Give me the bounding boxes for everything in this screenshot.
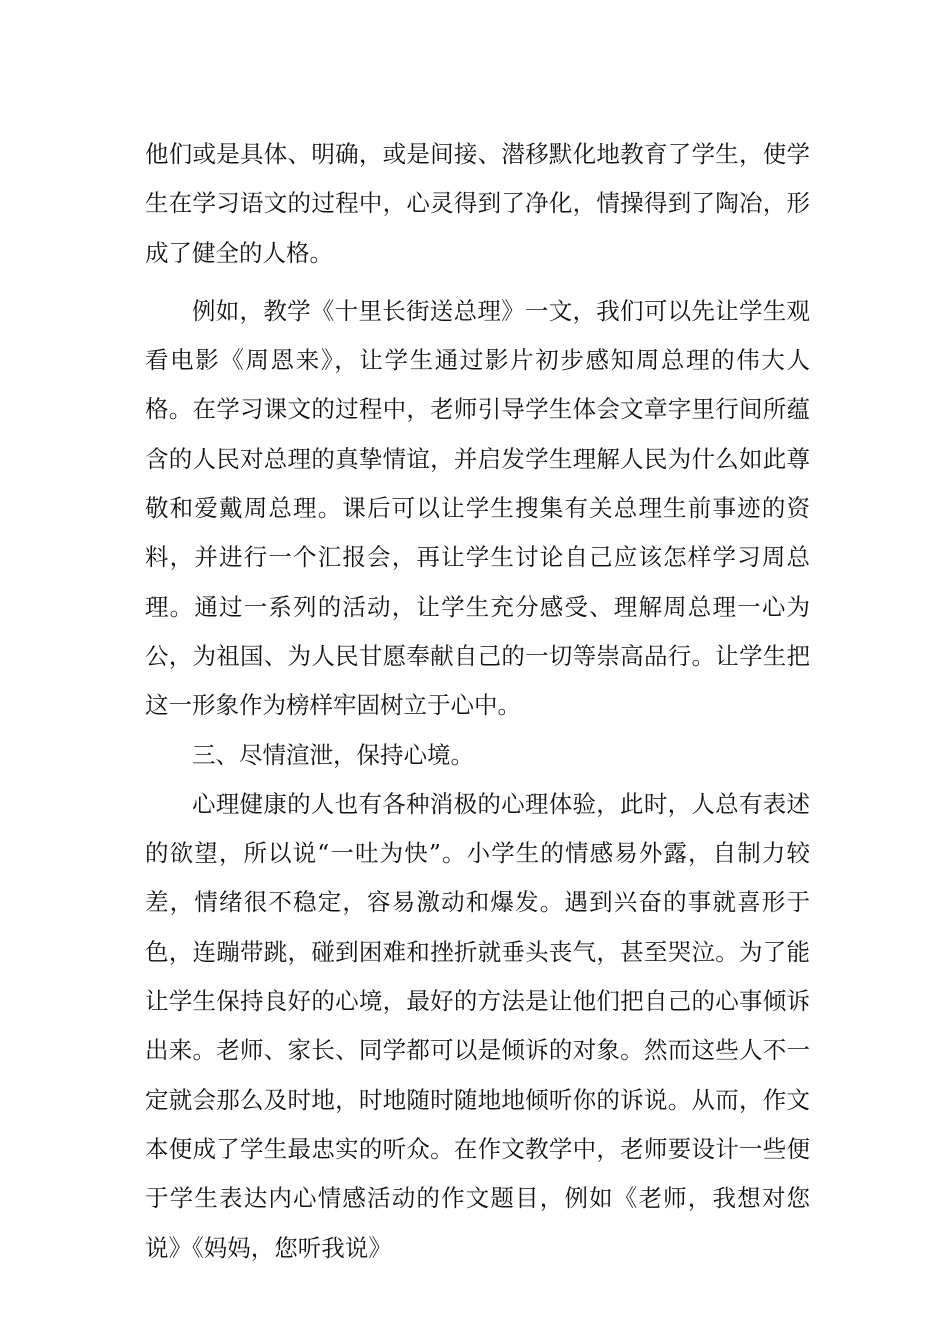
section-heading: 三、尽情渲泄，保持心境。 [192, 740, 474, 769]
paragraph-continuation: 他们或是具体、明确，或是间接、潜移默化地教育了学生，使学生在学习语文的过程中，心灵得到了净化，情操得到了陶冶，形成了健全的人格。 [145, 140, 810, 267]
document-body [145, 130, 810, 1273]
paragraph-emotion: 心理健康的人也有各种消极的心理体验，此时，人总有表述的欲望，所以说“一吐为快”。小学生的情感易外露，自制力较差，情绪很不稳定，容易激动和爆发。遇到兴奋的事就喜形于色，连蹦带跳，碰到困难和挫折就垂头丧气，甚至哭泣。为了能让学生保持良好的心境，最好的方法是让他们把自己的心事倾诉出来。老师、家长、同学都可以是倾诉的对象。然而这些人不一定就会那么及时地，时地随时随地地倾听你的诉说。从而，作文本便成了学生最忠实的听众。在作文教学中，老师要设计一些便于学生表达内心情感活动的作文题目，例如《老师，我想对您说》《妈妈，您听我说》 [145, 789, 810, 1262]
paragraph-example: 例如，教学《十里长街送总理》一文，我们可以先让学生观看电影《周恩来》，让学生通过影片初步感知周总理的伟大人格。在学习课文的过程中，老师引导学生体会文章字里行间所蕴含的人民对总理的真挚情谊，并启发学生理解人民为什么如此尊敬和爱戴周总理。课后可以让学生搜集有关总理生前事迹的资料，并进行一个汇报会，再让学生讨论自己应该怎样学习周总理。通过一系列的活动，让学生充分感受、理解周总理一心为公，为祖国、为人民甘愿奉献自己的一切等崇高品行。让学生把这一形象作为榜样牢固树立于心中。 [145, 296, 810, 720]
